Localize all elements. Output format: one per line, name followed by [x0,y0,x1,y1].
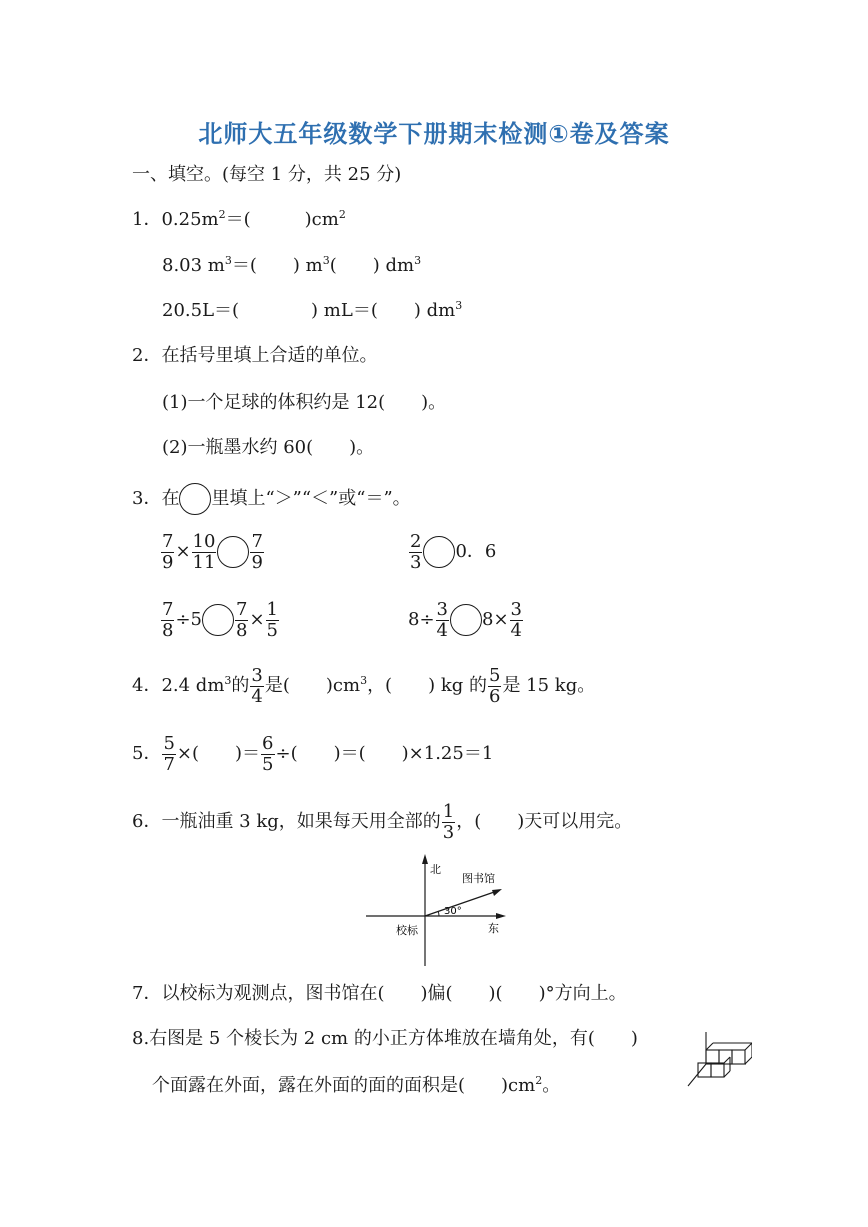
q2-sub2: (2)一瓶墨水约 60( )。 [162,437,375,458]
q8-line2-end: 。 [542,1075,561,1096]
question-number: 5． [132,743,162,764]
q8-line1: 右图是 5 个棱长为 2 cm 的小正方体堆放在墙角处，有( ) [149,1028,638,1049]
denominator: 3 [442,821,455,843]
operator: 8÷ [408,609,435,630]
exponent: 3 [455,299,463,312]
section-heading: 一、填空。(每空 1 分，共 25 分) [132,164,402,185]
q6-text-b: ，( )天可以用完。 [456,811,633,832]
north-label: 北 [430,863,441,876]
question-1-line3 [162,300,462,322]
fraction [261,734,274,775]
question-5 [132,732,493,776]
question-7 [132,983,627,1005]
answer-circle[interactable] [217,536,249,568]
question-number: 4． [132,675,162,696]
denominator: 4 [251,685,263,707]
library-ray [425,890,500,916]
question-number: 2． [132,345,162,366]
numerator: 7 [236,598,248,620]
fraction [510,600,523,641]
q1-line1-b: ＝( )cm [225,209,339,230]
denominator: 4 [510,619,522,641]
question-number: 7． [132,983,162,1004]
numerator: 10 [192,530,216,552]
denominator: 5 [262,753,274,775]
operator: ÷5 [175,609,202,630]
q7-text: 以校标为观测点，图书馆在( )偏( )( )°方向上。 [161,983,627,1004]
numerator: 3 [510,598,522,620]
q1-line2-b: ＝( ) m [231,255,323,276]
question-6 [132,800,632,844]
origin-label: 校标 [396,924,418,937]
denominator: 6 [488,685,501,707]
cube-stack-diagram [686,1030,752,1092]
east-label: 东 [488,922,499,935]
exponent: 3 [224,674,232,687]
q1-line2-a: 8.03 m [162,255,225,276]
q5-text-b: ÷( )＝( )×1.25＝1 [275,743,494,764]
fraction [488,666,501,707]
denominator: 9 [251,551,263,573]
operator: × [249,609,265,630]
numerator: 1 [442,800,455,822]
fraction [161,532,174,573]
compass-diagram [360,850,510,970]
numerator: 3 [436,598,448,620]
q8-line2: 个面露在外面，露在外面的面的面积是( )cm [152,1075,536,1096]
denominator: 11 [192,551,216,573]
answer-circle[interactable] [450,604,482,636]
exponent: 3 [414,254,422,267]
denominator: 9 [162,551,174,573]
denominator: 8 [162,619,174,641]
q3-item-d [408,598,524,642]
fraction [409,532,422,573]
question-number: 8. [132,1028,150,1049]
q4-text-e: 是 15 kg。 [502,675,596,696]
q1-line2-c: ( ) dm [329,255,415,276]
fraction [162,734,175,775]
question-3 [132,482,411,516]
denominator: 3 [410,551,422,573]
q1-line3-a: 20.5L＝( ) mL＝( ) dm [162,300,456,321]
q3-item-a [160,530,265,574]
cube [732,1050,745,1064]
exponent: 3 [360,674,368,687]
q4-text-a: 2.4 dm [161,675,225,696]
answer-circle[interactable] [202,604,234,636]
q4-text-b: 的 [231,675,250,696]
fraction [250,532,263,573]
q3-text-a: 在 [161,488,180,509]
fraction [442,802,455,843]
question-8-line2 [152,1075,560,1097]
page-title: 北师大五年级数学下册期末检测①卷及答案 [198,120,670,148]
numerator: 5 [163,732,175,754]
numerator: 3 [251,664,263,686]
numerator: 2 [410,530,422,552]
exponent: 3 [224,254,232,267]
operator: × [175,541,191,562]
north-arrow-icon [422,854,428,864]
q6-text-a: 一瓶油重 3 kg，如果每天用全部的 [161,811,441,832]
q2-text: 在括号里填上合适的单位。 [161,345,378,366]
question-number: 3． [132,488,162,509]
angle-label: 30° [444,906,462,917]
q4-text-d: ，( ) kg 的 [367,675,487,696]
numerator: 7 [162,598,174,620]
cube [711,1063,724,1077]
fraction [266,600,279,641]
denominator: 8 [236,619,248,641]
floor-edge [688,1064,706,1086]
denominator: 4 [436,619,448,641]
q1-line1-a: 0.25m [161,209,219,230]
fraction [436,600,449,641]
cube-edge [745,1057,752,1064]
exponent: 2 [338,208,346,221]
east-arrow-icon [496,913,506,919]
question-number: 1． [132,209,162,230]
q5-text-a: ×( )＝ [176,743,261,764]
denominator: 7 [163,753,175,775]
q4-text-c: 是( )cm [264,675,361,696]
fraction [235,600,248,641]
question-8 [132,1028,638,1050]
question-4 [132,664,595,708]
library-label: 图书馆 [462,872,495,885]
cube-edge [706,1043,713,1050]
q3-text-b: 里填上“＞”“＜”或“＝”。 [211,488,411,509]
numerator: 5 [488,664,501,686]
comparison-value: 0．6 [455,541,497,562]
q3-item-b [408,530,496,574]
fraction [250,666,263,707]
fraction [192,532,217,573]
denominator: 5 [266,619,278,641]
question-1-line2 [162,255,421,277]
exponent: 2 [535,1074,543,1087]
numerator: 1 [266,598,278,620]
q3-item-c [160,598,280,642]
exponent: 3 [322,254,330,267]
question-1 [132,209,346,231]
cube-edge [745,1043,752,1050]
cube-edge [724,1057,730,1063]
cube-edge [724,1071,730,1077]
cube [706,1050,719,1064]
question-number: 6． [132,811,162,832]
numerator: 7 [162,530,174,552]
q2-sub1: (1)一个足球的体积约是 12( )。 [162,392,447,413]
exponent: 2 [218,208,226,221]
compare-circle-icon [179,483,211,515]
library-arrow-icon [492,889,502,896]
question-2 [132,345,377,367]
numerator: 6 [262,732,274,754]
answer-circle[interactable] [423,536,455,568]
fraction [161,600,174,641]
numerator: 7 [251,530,263,552]
operator: 8× [482,609,509,630]
